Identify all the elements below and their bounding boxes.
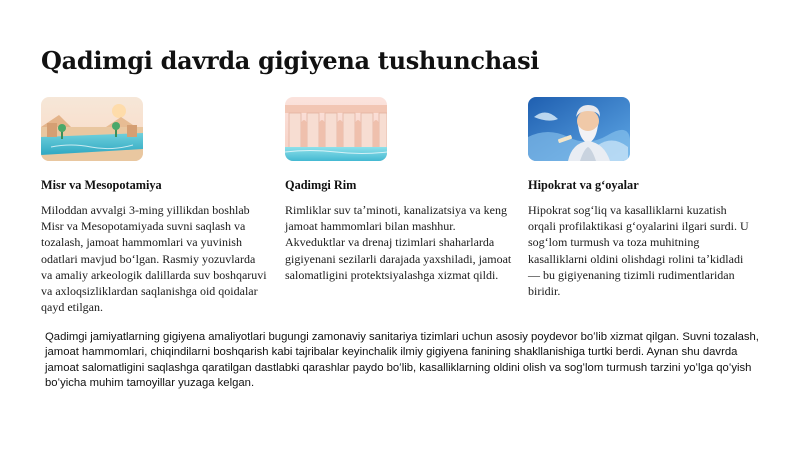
column-heading: Qadimgi Rim — [285, 178, 357, 192]
column-heading: Misr va Mesopotamiya — [41, 178, 162, 192]
column-text: Rimliklar suv taʼminoti, kanalizatsiya va keng jamoat hammomlari bilan mashhur. Akveduktlar va drenaj tizimlari shaharlarda gigiyenani sezilarli darajada yaxshiladi, jamoat salomatligini protektsiyalashga xizmat qildi. — [285, 203, 512, 282]
hippocrates-portrait-illustration-icon — [528, 97, 630, 161]
river-canal-illustration-icon — [41, 97, 143, 161]
column-text: Hipokrat sogʻliq va kasalliklarni kuzatish orqali profilaktikasi gʻoyalarini ilgari surdi. U sogʻlom turmush va toza muhitning kasalliklarni oldini olishdagi rolini taʼkidladi — bu gigiyenaning tizimli rudimentlaridan biridir. — [528, 203, 749, 299]
column-text: Miloddan avvalgi 3-ming yillikdan boshlab Misr va Mesopotamiyada suvni saqlash va tozalash, jamoat hammomlari va yuvinish odatlari mavjud boʻlgan. Rasmiy yozuvlarda va amaliy arkeologik dalillarda suv boshqaruvi va axloqsizliklardan saqlanishga oid qoidalar qayd etilgan. — [41, 203, 267, 315]
column-egypt-mesopotamia — [41, 97, 269, 315]
column-hippocrates — [528, 97, 756, 299]
column-heading: Hipokrat va gʻoyalar — [528, 178, 639, 192]
summary-paragraph: Qadimgi jamiyatlarning gigiyena amaliyotlari bugungi zamonaviy sanitariya tizimlari uchun asosiy poydevor boʻlib xizmat qilgan. Suvni tozalash, jamoat hammomlari, chiqindilarni boshqarish kabi tajribalar keyinchalik ilmiy gigiyena fanining shakllanishiga turtki berdi. Aynan shu davrda jamoat salomatligini saqlashga qaratilgan dastlabki qarashlar paydo boʻlib, kasalliklarning oldini olish va sogʻlom turmush tarzini yoʻlga qoʻyish boʻyicha muhim tamoyillar yuzaga kelgan. — [45, 331, 759, 389]
column-ancient-rome — [285, 97, 513, 283]
page-title: Qadimgi davrda gigiyena tushunchasi — [41, 46, 540, 75]
roman-aqueduct-illustration-icon — [285, 97, 387, 161]
